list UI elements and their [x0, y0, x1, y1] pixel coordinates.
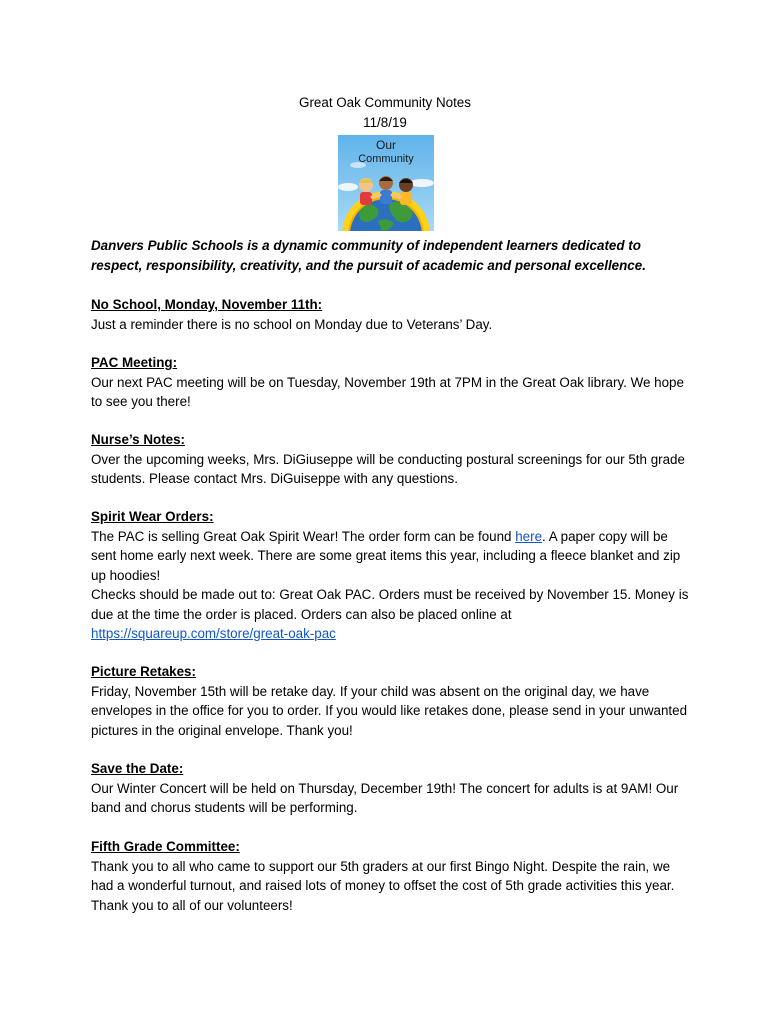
section-heading: Save the Date:	[91, 761, 184, 776]
section-save-the-date	[91, 759, 691, 818]
logo-line-2: Community	[358, 153, 414, 165]
section-picture-retakes	[91, 662, 691, 740]
section-nurses-notes	[91, 430, 691, 489]
body-text: The PAC is selling Great Oak Spirit Wear! The order form can be found	[91, 528, 516, 544]
our-community-logo	[338, 135, 434, 231]
newsletter-header	[0, 93, 770, 132]
section-no-school	[91, 295, 691, 334]
body-text: . A paper copy will be sent home early next week. There are some great items this year, including a fleece blanket and zip up hoodies!	[91, 528, 681, 583]
online-store-link[interactable]: https://squareup.com/store/great-oak-pac	[91, 626, 336, 641]
section-spirit-wear	[91, 507, 691, 644]
section-body	[91, 527, 691, 586]
section-body: Thank you to all who came to support our 5th graders at our first Bingo Night. Despite the rain, we had a wonderful turnout, and raised lots of money to offset the cost of 5th grade activities this year. Thank you to all of our volunteers!	[91, 858, 675, 913]
section-body: Just a reminder there is no school on Monday due to Veterans’ Day.	[91, 316, 493, 332]
section-heading: Nurse’s Notes:	[91, 432, 186, 447]
newsletter-title: Great Oak Community Notes	[299, 95, 471, 110]
checks-text: Checks should be made out to: Great Oak PAC. Orders must be received by November 15. Money is due at the time the order is placed. Orders can also be placed online at	[91, 587, 689, 622]
section-fifth-grade-committee	[91, 837, 691, 915]
section-heading: No School, Monday, November 11th:	[91, 297, 323, 312]
order-form-link[interactable]: here	[515, 528, 543, 544]
section-body: Our next PAC meeting will be on Tuesday, November 19th at 7PM in the Great Oak library. We hope to see you there!	[91, 374, 684, 409]
mission-statement: Danvers Public Schools is a dynamic community of independent learners dedicated to respect, responsibility, creativity, and the pursuit of academic and personal excellence.	[91, 238, 646, 273]
section-body: Friday, November 15th will be retake day. If your child was absent on the original day, we have envelopes in the office for you to order. If you would like retakes done, please send in your unwanted pictures in the original envelope. Thank you!	[91, 683, 688, 738]
section-body: Over the upcoming weeks, Mrs. DiGiuseppe will be conducting postural screenings for our 5th grade students. Please contact Mrs. DiGuiseppe with any questions.	[91, 451, 685, 486]
section-heading: PAC Meeting:	[91, 355, 178, 370]
section-heading: Picture Retakes:	[91, 664, 196, 679]
newsletter-date: 11/8/19	[363, 114, 407, 130]
section-heading: Fifth Grade Committee:	[91, 839, 240, 854]
section-heading: Spirit Wear Orders:	[91, 509, 214, 524]
section-body: Our Winter Concert will be held on Thursday, December 19th! The concert for adults is at 9AM! Our band and chorus students will be performing.	[91, 780, 679, 815]
section-pac-meeting	[91, 353, 691, 412]
logo-line-1: Our	[375, 138, 397, 152]
